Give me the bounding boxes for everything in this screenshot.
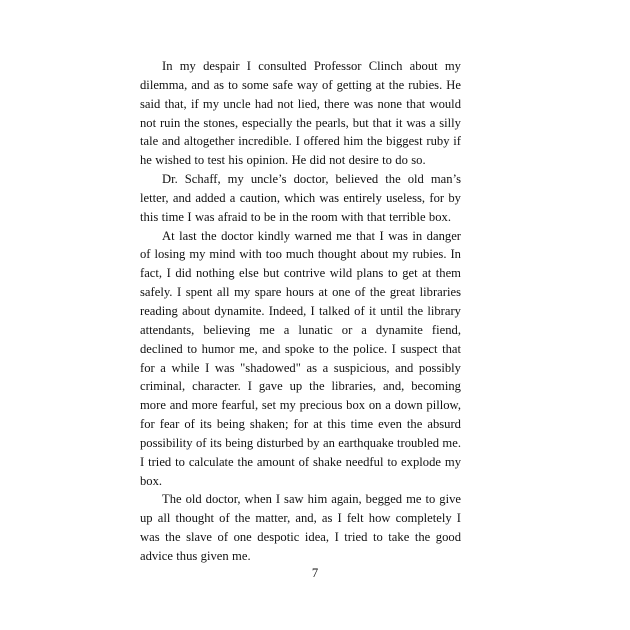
paragraph: The old doctor, when I saw him again, begged me to give up all thought of the matter, and, as I felt how completely I was the slave of one despotic idea, I tried to take the good advice thus given me. — [140, 492, 461, 563]
paragraph: Dr. Schaff, my uncle’s doctor, believed the old man’s letter, and added a caution, which was entirely useless, for by this time I was afraid to be in the room with that terrible box. — [140, 172, 461, 224]
paragraph: In my despair I consulted Professor Clinch about my dilemma, and as to some safe way of getting at the rubies. He said that, if my uncle had not lied, there was none that would not ruin the stones, especially the pearls, but that it was a silly tale and altogether incredible. I offered him the biggest ruby if he wished to test his opinion. He did not desire to do so. — [140, 59, 461, 168]
paragraph: At last the doctor kindly warned me that I was in danger of losing my mind with too much thought about my rubies. In fact, I did nothing else but contrive wild plans to get at them safely. I spent all my spare hours at one of the great libraries reading about dynamite. Indeed, I talked of it until the library attendants, believing me a lunatic or a dynamite fiend, declined to humor me, and spoke to the police. I suspect that for a while I was "shadowed" as a suspicious, and possibly criminal, character. I gave up the libraries, and, becoming more and more fearful, set my precious box on a down pillow, for fear of its being shaken; for at this time even the absurd possibility of its being disturbed by an earthquake troubled me. I tried to calculate the amount of shake needful to explode my box. — [140, 228, 461, 488]
page-text-block — [140, 57, 461, 566]
page-number: 7 — [311, 566, 319, 580]
